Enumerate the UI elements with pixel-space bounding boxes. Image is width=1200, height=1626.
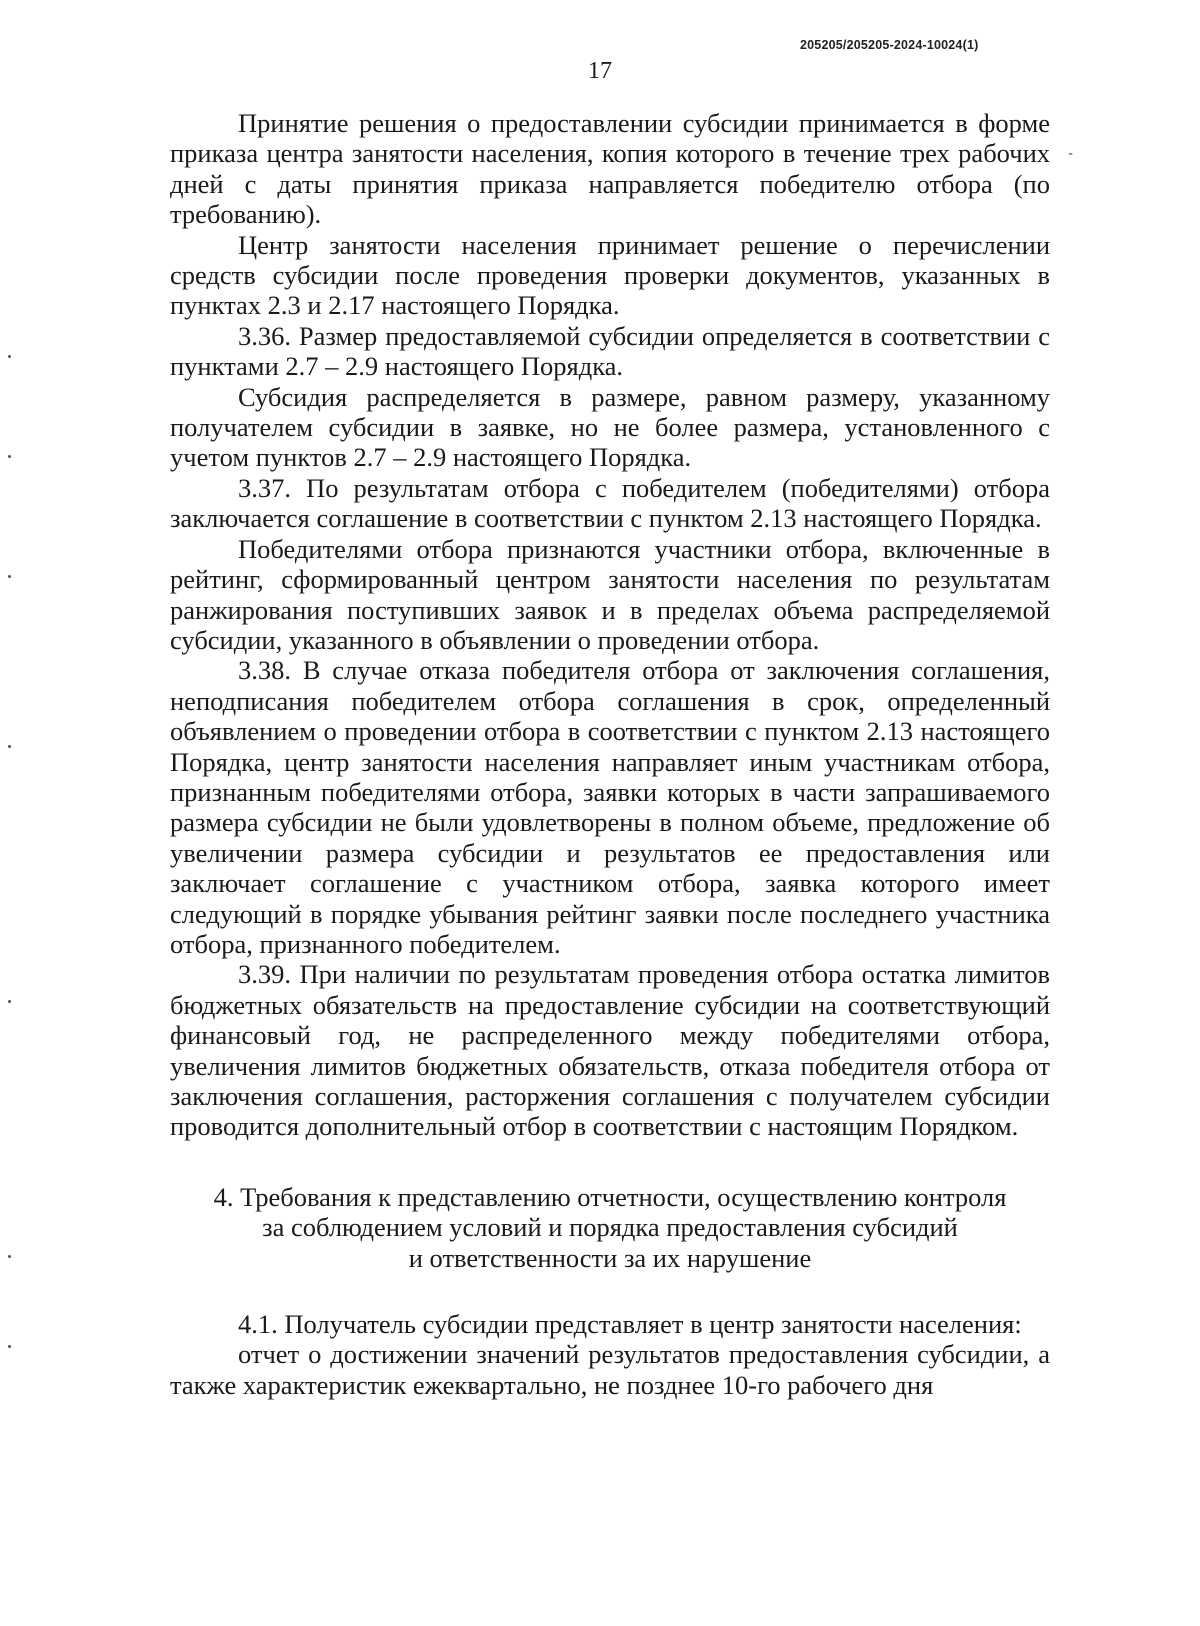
section-heading-line: 4. Требования к представлению отчетности, осуществлению контроля bbox=[213, 1181, 1007, 1212]
paragraph: Центр занятости населения принимает решение о перечислении средств субсидии после проведения проверки документов, указанных в пунктах 2.3 и 2.17 настоящего Порядка. bbox=[170, 229, 1050, 321]
scan-speck bbox=[8, 1345, 11, 1348]
paragraph-3-39: 3.39. При наличии по результатам проведения отбора остатка лимитов бюджетных обязательств на предоставление субсидии на соответствующий финансовый год, не распределенного между победителями отбора, увеличения лимитов бюджетных обязательств, отказа победителя отбора от заключения соглашения, расторжения соглашения с получателем субсидии проводится дополнительный отбор в соответствии с настоящим Порядком. bbox=[170, 959, 1050, 1142]
paragraph-4-1: 4.1. Получатель субсидии представляет в центр занятости населения: bbox=[238, 1309, 1022, 1340]
section-heading-line: за соблюдением условий и порядка предоставления субсидий bbox=[262, 1212, 958, 1243]
scan-speck bbox=[8, 745, 11, 748]
page-number: 17 bbox=[588, 58, 612, 84]
scan-speck bbox=[8, 355, 11, 358]
paragraph: Победителями отбора признаются участники отбора, включенные в рейтинг, сформированный центром занятости населения по результатам ранжирования поступивших заявок и в пределах объема распределяемой субсидии, указанного в объявлении о проведении отбора. bbox=[170, 533, 1050, 655]
scan-speck bbox=[8, 1255, 11, 1258]
scan-speck bbox=[8, 455, 11, 458]
paragraph-3-38: 3.38. В случае отказа победителя отбора от заключения соглашения, неподписания победителем отбора соглашения в срок, определенный объявлением о проведении отбора в соответствии с пунктом 2.13 настоящего Порядка, центр занятости населения направляет иным участникам отбора, признанным победителями отбора, заявки которых в части запрашиваемого размера субсидии не были удовлетворены в полном объеме, предложение об увеличении размера субсидии и результатов ее предоставления или заключает соглашение с участником отбора, заявка которого имеет следующий в порядке убывания рейтинг заявки после последнего участника отбора, признанного победителем. bbox=[170, 655, 1050, 959]
document-id: 205205/205205-2024-10024(1) bbox=[800, 38, 979, 52]
scan-speck bbox=[8, 1000, 11, 1003]
paragraph-3-37: 3.37. По результатам отбора с победителем (победителями) отбора заключается соглашение в соответствии с пунктом 2.13 настоящего Порядка. bbox=[170, 472, 1050, 534]
section-heading-4 bbox=[170, 1182, 1050, 1273]
section-heading-line: и ответственности за их нарушение bbox=[408, 1242, 812, 1273]
scan-speck bbox=[8, 575, 11, 578]
paragraph: Принятие решения о предоставлении субсидии принимается в форме приказа центра занятости населения, копия которого в течение трех рабочих дней с даты принятия приказа направляется победителю отбора (по требованию). bbox=[170, 108, 1050, 230]
paragraph: отчет о достижении значений результатов предоставления субсидии, а также характеристик ежеквартально, не позднее 10-го рабочего дня bbox=[170, 1339, 1050, 1400]
scan-speck: - bbox=[1068, 146, 1074, 162]
paragraph: Субсидия распределяется в размере, равном размеру, указанному получателем субсидии в заявке, но не более размера, установленного с учетом пунктов 2.7 – 2.9 настоящего Порядка. bbox=[170, 381, 1050, 473]
paragraph-3-36: 3.36. Размер предоставляемой субсидии определяется в соответствии с пунктами 2.7 – 2.9 настоящего Порядка. bbox=[170, 320, 1050, 382]
document-body bbox=[170, 108, 1050, 1400]
